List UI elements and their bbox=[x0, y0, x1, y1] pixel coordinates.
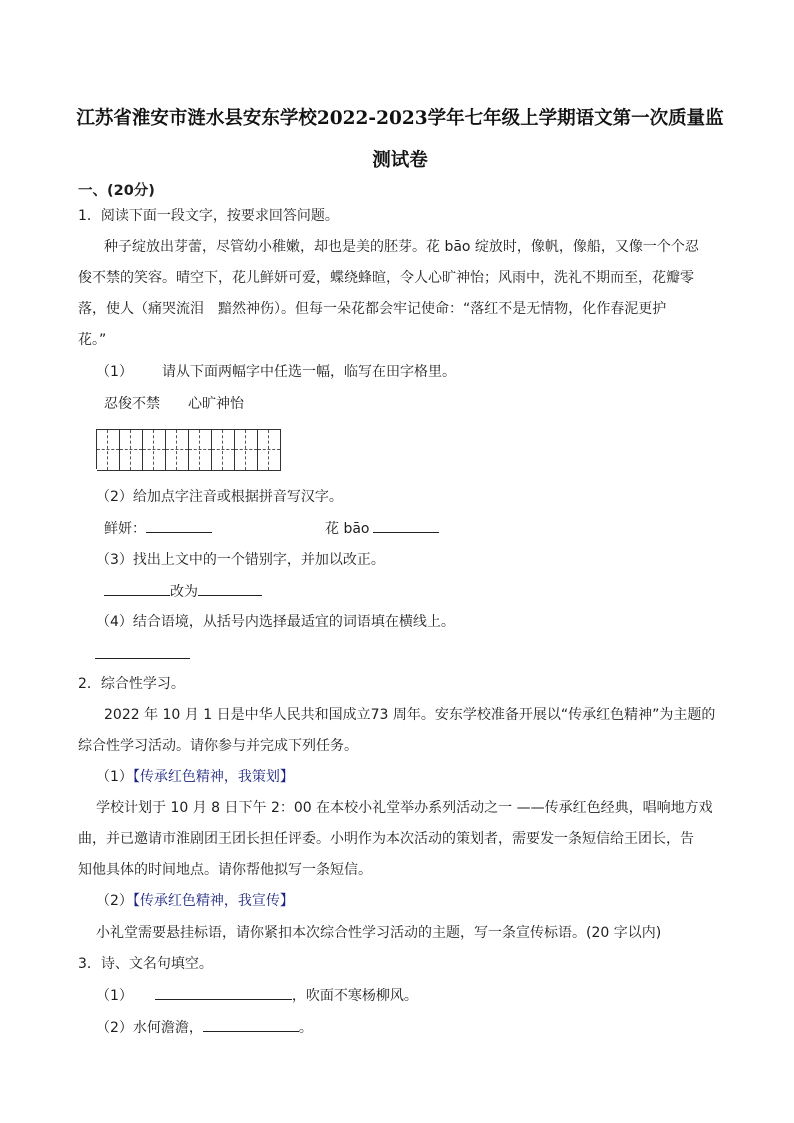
document-title-line-1: 江苏省淮安市涟水县安东学校2022-2023学年七年级上学期语文第一次质量监 bbox=[76, 108, 724, 129]
task-2-number: （2） bbox=[96, 893, 133, 909]
grid-cell[interactable] bbox=[189, 429, 212, 471]
task-2-line: 小礼堂需要悬挂标语，请你紧扣本次综合性学习活动的主题，写一条宣传标语。(20 字以内) bbox=[96, 925, 662, 941]
passage-line: 俊不禁的笑容。晴空下，花儿鲜妍可爱，蝶绕蜂暄，令人心旷神怡；风雨中，洗礼不期而至，花瓣零 bbox=[78, 270, 694, 286]
pinyin-label-a: 鲜妍： bbox=[104, 521, 146, 537]
sub-question-2-answers bbox=[104, 518, 212, 539]
fill-in-item-1 bbox=[96, 985, 418, 1006]
passage-line: 落，使人（痛哭流泪 黯然神伤）。但每一朵花都会牢记使命：“落红不是无情物，化作春泥更护 bbox=[78, 301, 667, 317]
grid-cell[interactable] bbox=[258, 429, 281, 471]
answer-blank[interactable] bbox=[373, 518, 439, 533]
task-2-title: 【传承红色精神，我宣传】 bbox=[132, 893, 294, 909]
answer-blank[interactable] bbox=[203, 1017, 299, 1032]
tian-zi-ge-grid[interactable] bbox=[96, 429, 281, 469]
section-heading: 一、(20分) bbox=[78, 183, 155, 199]
fill-in-item-2 bbox=[96, 1017, 313, 1038]
sub-question-2-text: （2）给加点字注音或根据拼音写汉字。 bbox=[96, 489, 343, 505]
sub-question-2-answers-b bbox=[325, 518, 439, 539]
sub-question-3-text: （3）找出上文中的一个错别字，并加以改正。 bbox=[96, 552, 385, 568]
item-1-text: ，吹面不寒杨柳风。 bbox=[291, 988, 418, 1004]
task-1-line: 曲，并已邀请市淮剧团王团长担任评委。小明作为本次活动的策划者，需要发一条短信给王团长，告 bbox=[78, 831, 694, 847]
task-1-line: 学校计划于 10 月 8 日下午 2：00 在本校小礼堂举办系列活动之一 ——传承红色经典，唱响地方戏 bbox=[96, 800, 713, 816]
answer-blank[interactable] bbox=[95, 644, 190, 659]
grid-cell[interactable] bbox=[97, 429, 120, 471]
sub-question-1-text: 请从下面两幅字中任选一幅，临写在田字格里。 bbox=[162, 364, 456, 380]
passage-line: 种子绽放出芽蕾，尽管幼小稚嫩，却也是美的胚芽。花 bāo 绽放时，像帆，像船，又像一个个忍 bbox=[104, 239, 699, 255]
sub-question-4-text: （4）结合语境，从括号内选择最适宜的词语填在横线上。 bbox=[96, 614, 455, 630]
passage-line: 花。” bbox=[78, 332, 107, 348]
item-1-label: （1） bbox=[96, 988, 133, 1004]
question-1-stem: 1．阅读下面一段文字，按要求回答问题。 bbox=[78, 208, 339, 224]
grid-cell[interactable] bbox=[143, 429, 166, 471]
task-1-number: （1） bbox=[96, 769, 133, 785]
task-1-title: 【传承红色精神，我策划】 bbox=[132, 769, 294, 785]
change-to-label: 改为 bbox=[170, 584, 198, 600]
question-2-stem: 2．综合性学习。 bbox=[78, 676, 185, 692]
grid-cell[interactable] bbox=[235, 429, 258, 471]
task-1-line: 知他具体的时间地点。请你帮他拟写一条短信。 bbox=[78, 862, 372, 878]
item-2-end: 。 bbox=[298, 1020, 313, 1036]
answer-blank[interactable] bbox=[198, 581, 262, 596]
answer-blank[interactable] bbox=[146, 518, 212, 533]
grid-cell[interactable] bbox=[212, 429, 235, 471]
pinyin-label-b: 花 bāo bbox=[325, 521, 370, 537]
document-title-line-2: 测试卷 bbox=[372, 150, 428, 171]
copy-words: 忍俊不禁 心旷神怡 bbox=[104, 396, 244, 412]
item-2-text: （2）水何澹澹， bbox=[96, 1020, 203, 1036]
intro-line: 2022 年 10 月 1 日是中华人民共和国成立73 周年。安东学校准备开展以“传承红色精神”为主题的 bbox=[104, 707, 716, 723]
intro-line: 综合性学习活动。请你参与并完成下列任务。 bbox=[78, 738, 358, 754]
grid-cell[interactable] bbox=[120, 429, 143, 471]
task-2-heading bbox=[96, 891, 294, 911]
sub-question-1-label: （1） bbox=[96, 364, 133, 380]
sub-question-3-answer bbox=[104, 581, 262, 602]
answer-blank[interactable] bbox=[155, 985, 292, 1000]
answer-blank[interactable] bbox=[104, 581, 170, 596]
question-3-stem: 3．诗、文名句填空。 bbox=[78, 956, 213, 972]
grid-cell[interactable] bbox=[166, 429, 189, 471]
task-1-heading bbox=[96, 767, 294, 787]
